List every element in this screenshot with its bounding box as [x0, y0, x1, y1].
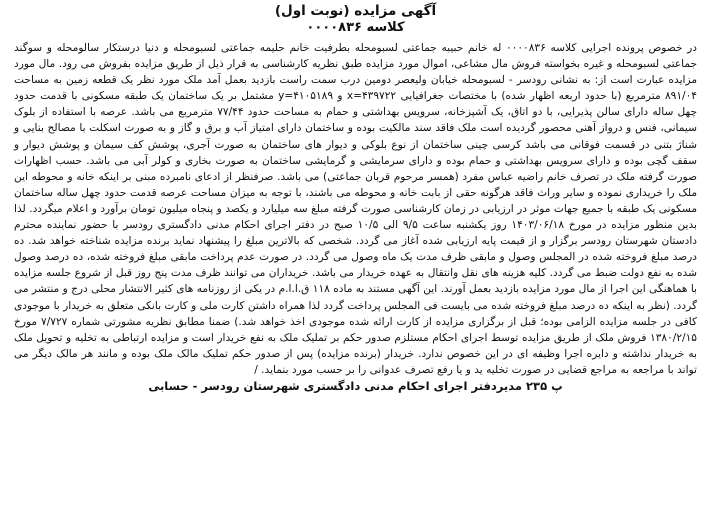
case-number: کلاسه ۰۰۰۰۸۳۶: [306, 20, 405, 35]
notice-body: در خصوص پرونده اجرایی کلاسه ۰۰۰۰۸۳۶ له خانم حبیبه جماعتی لسبومحله بطرفیت خانم حلیمه جماعتی لسبومحله و دنیا درستکار سالومحله و سوگند جماعتی لسبومحله و غیره بخواسته فروش مال مشاعی، اموال مورد مزایده طبق نظریه کارشناسی به قرار ذیل از طریق مزایده بفروش می رود. مال مورد مزایده عبارت است از: به نشانی رودسر - لسبومحله خیابان ولیعصر دومین درب سمت راست بازدید بعمل آمد ملک مورد نظر یک قطعه زمین به مساحت ۸۹۱/۰۴ مترمربع (با حدود اربعه اظهار شده) با مختصات جغرافیایی x=۴۳۹۷۲۲ و y=۴۱۰۵۱۸۹ مشتمل بر یک ساختمان یک طبقه مسکونی با قدمت حدود چهل ساله دارای سالن پذیرایی، با دو اتاق، یک آشپزخانه، سرویس بهداشتی و حمام به مساحت حدود ۷۷/۴۴ مترمربع می باشد. عرصه با استفاده از بلوک سیمانی، فنس و درواز آهنی محصور گردیده است ملک فاقد سند مالکیت بوده و ساختمان دارای امتیاز آب و برق و گاز و به صورت اسکلت با مصالح بنایی و شناژ بتنی در قسمت فوقانی می باشد کرسی چینی ساختمان از نوع بلوکی و دیوار های ساختمان به صورت آجری، پوشش کف سیمان و پوشش دیوار و سقف گچی بوده و دارای سرویس بهداشتی و حمام بوده و دارای سرمایشی و گرمایشی ساختمان به صورت بخاری و کولر آبی می باشد. حسب اظهارات صورت گرفته ملک در تصرف خانم راضیه عباس مفرد (همسر مرحوم قربان جماعتی) می باشد. صرفنظر از ادعای نامبرده مبنی بر اینکه خانه و محوطه این ملک را خریداری نموده و سایر وراث فاقد هرگونه حقی از بابت خانه و محوطه می باشند، با توجه به میزان مساحت عرصه قدمت حدود چهل ساله ساختمان مسکونی یک طبقه با جمیع جهات موثر در ارزیابی در زمان کارشناسی صورت گرفته مبلغ سه میلیارد و یکصد و پنجاه میلیون تومان برآورد و اعلام میگردد. لذا بدین منظور مزایده در مورخ ۱۴۰۳/۰۶/۱۸ روز یکشنبه ساعت ۹/۵ الی ۱۰/۵ صبح در دفتر اجرای احکام مدنی دادگستری رودسر با حضور نماینده محترم دادستان شهرستان رودسر برگزار و از قیمت پایه ارزیابی شده آغاز می گردد. شخصی که بالاترین مبلغ را پیشنهاد نماید برنده مزایده شناخته خواهد شد. ده درصد مبلغ فروخته شده در المجلس وصول و مابقی ظرف مدت یک ماه وصول می گردد. در صورت عدم پرداخت مابقی مبلغ فروخته شده، ده درصد وصول شده به نفع دولت ضبط می گردد. کلیه هزینه های نقل وانتقال به عهده خریدار می باشد. خریداران می توانند ظرف مدت پنج روز قبل از شروع جلسه مزایده با هماهنگی این اجرا از مال مورد مزایده بازدید بعمل آورند. این آگهی مستند به ماده ۱۱۸ ق.ا.ا.م در یکی از روزنامه های کثیر الانتشار محلی درج و منتشر می گردد. (نظر به اینکه ده درصد مبلغ فروخته شده می بایست فی المجلس پرداخت گردد لذا همراه داشتن کارت ملی و کارت بانکی متعلق به خریدار با موجودی کافی در جلسه مزایده الزامی بوده؛ قبل از برگزاری مزایده از کارت ارائه شده موجودی اخذ خواهد شد.) ضمنا مطابق نظریه مشورتی شماره ۷/۷۲۷ مورخ ۱۳۸۰/۲/۱۵ فروش ملک از طریق مزایده توسط اجرای احکام مستلزم صدور حکم بر تملیک ملک به نفع خریدار است و مزایده ارتباطی به تخلیه و تحویل ملک به خریدار نداشته و دایره اجرا وظیفه ای در این خصوص ندارد. خریدار (برنده مزایده) پس از صدور حکم تملیک مالک ملک بوده و مانند هر مالک دیگر می تواند با مراجعه به مراجع قضایی در صورت تخلیه ید و یا رفع تصرف عدوانی را بر حسب مورد بنماید. /: [13, 42, 698, 376]
notice-signature: ﭖ ۲۳۵ مدیردفتر اجرای احکام مدنی دادگستری شهرستان رودسر - حسابی: [148, 378, 563, 393]
notice-title: آگهی مزایده (نوبت اول): [274, 3, 437, 19]
